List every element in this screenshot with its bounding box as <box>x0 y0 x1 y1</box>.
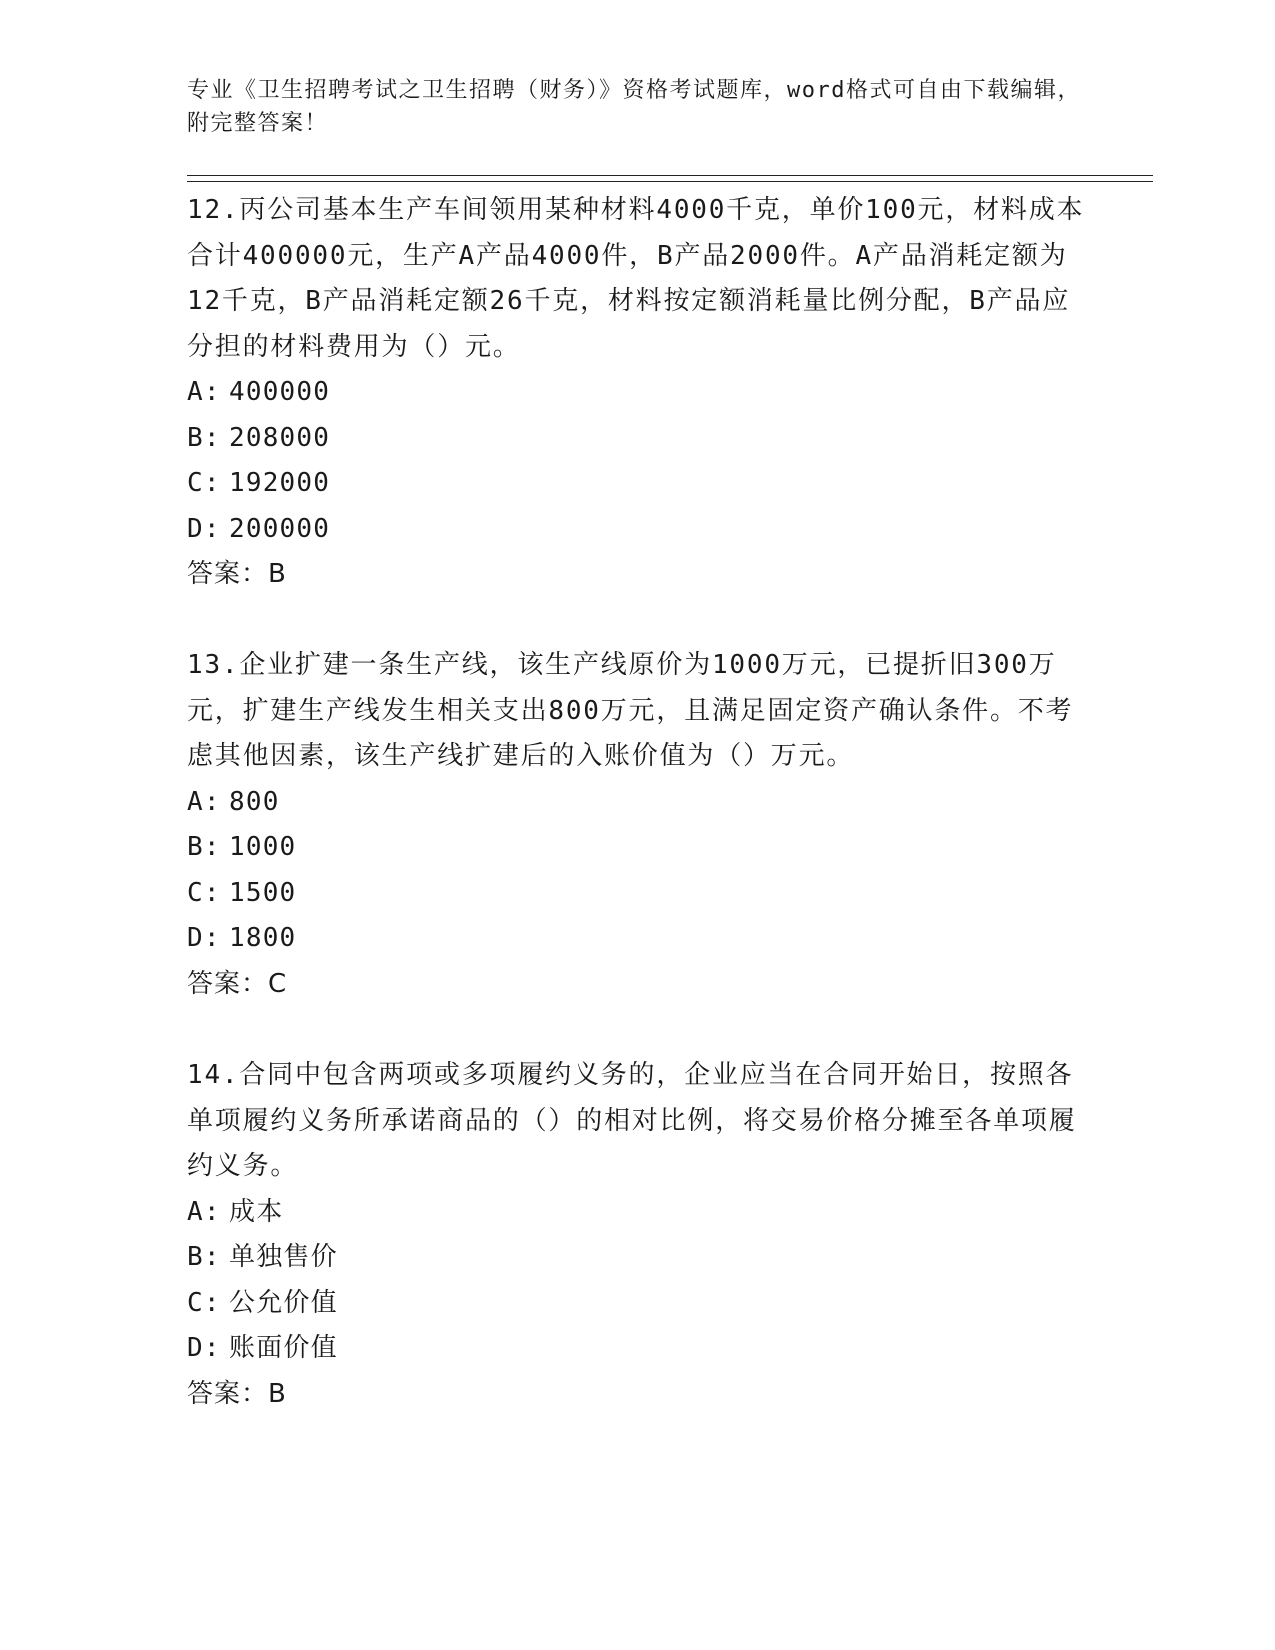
option-text: 200000 <box>229 513 331 544</box>
option-text: 1500 <box>229 877 297 908</box>
question-13 <box>187 643 1087 1007</box>
option-a <box>187 370 1087 416</box>
option-text: 单独售价 <box>229 1242 338 1272</box>
answer-line <box>187 1372 1087 1418</box>
answer-line <box>187 552 1087 598</box>
option-letter: B: <box>187 422 221 453</box>
option-c <box>187 461 1087 507</box>
option-a <box>187 780 1087 826</box>
option-letter: A: <box>187 377 221 407</box>
question-12 <box>187 188 1087 598</box>
question-stem: 13.企业扩建一条生产线，该生产线原价为1000万元，已提折旧300万元，扩建生产线发生相关支出800万元，且满足固定资产确认条件。不考虑其他因素，该生产线扩建后的入账价值为（）万元。 <box>187 650 1074 771</box>
option-c <box>187 1281 1087 1327</box>
option-text: 成本 <box>229 1196 284 1227</box>
answer-value: C <box>268 968 288 999</box>
answer-label: 答案： <box>187 968 269 999</box>
option-b <box>187 1235 1087 1281</box>
answer-value: B <box>268 559 287 589</box>
document-header: 专业《卫生招聘考试之卫生招聘（财务）》资格考试题库，word格式可自由下载编辑，附完整答案！ <box>187 78 1081 136</box>
option-b <box>187 825 1087 871</box>
option-a <box>187 1190 1087 1236</box>
option-letter: D: <box>187 513 221 544</box>
option-letter: D: <box>187 923 221 953</box>
option-d <box>187 1326 1087 1372</box>
option-letter: C: <box>187 1287 221 1318</box>
option-text: 208000 <box>229 422 331 453</box>
header-rule-top <box>187 175 1153 176</box>
answer-label: 答案： <box>187 1378 269 1409</box>
option-letter: C: <box>187 468 221 498</box>
option-text: 192000 <box>229 468 331 498</box>
option-d <box>187 507 1087 553</box>
answer-label: 答案： <box>187 559 269 589</box>
option-text: 400000 <box>229 377 331 407</box>
option-c <box>187 871 1087 917</box>
option-letter: D: <box>187 1333 221 1363</box>
answer-value: B <box>268 1378 287 1409</box>
option-letter: A: <box>187 1196 221 1227</box>
option-letter: C: <box>187 877 221 908</box>
question-stem: 14.合同中包含两项或多项履约义务的，企业应当在合同开始日，按照各单项履约义务所承诺商品的（）的相对比例，将交易价格分摊至各单项履约义务。 <box>187 1060 1077 1181</box>
answer-line <box>187 962 1087 1008</box>
option-letter: A: <box>187 786 221 817</box>
option-text: 公允价值 <box>229 1287 338 1318</box>
option-letter: B: <box>187 1242 221 1272</box>
option-b <box>187 416 1087 462</box>
question-stem: 12.丙公司基本生产车间领用某种材料4000千克，单价100元，材料成本合计400000元，生产A产品4000件，B产品2000件。A产品消耗定额为12千克，B产品消耗定额26千克，材料按定额消耗量比例分配，B产品应分担的材料费用为（）元。 <box>187 195 1085 362</box>
question-14 <box>187 1053 1087 1417</box>
option-letter: B: <box>187 832 221 862</box>
option-text: 1800 <box>229 923 297 953</box>
option-d <box>187 916 1087 962</box>
option-text: 1000 <box>229 832 297 862</box>
header-rule-bottom <box>187 181 1153 182</box>
option-text: 账面价值 <box>229 1333 338 1363</box>
option-text: 800 <box>229 786 280 817</box>
